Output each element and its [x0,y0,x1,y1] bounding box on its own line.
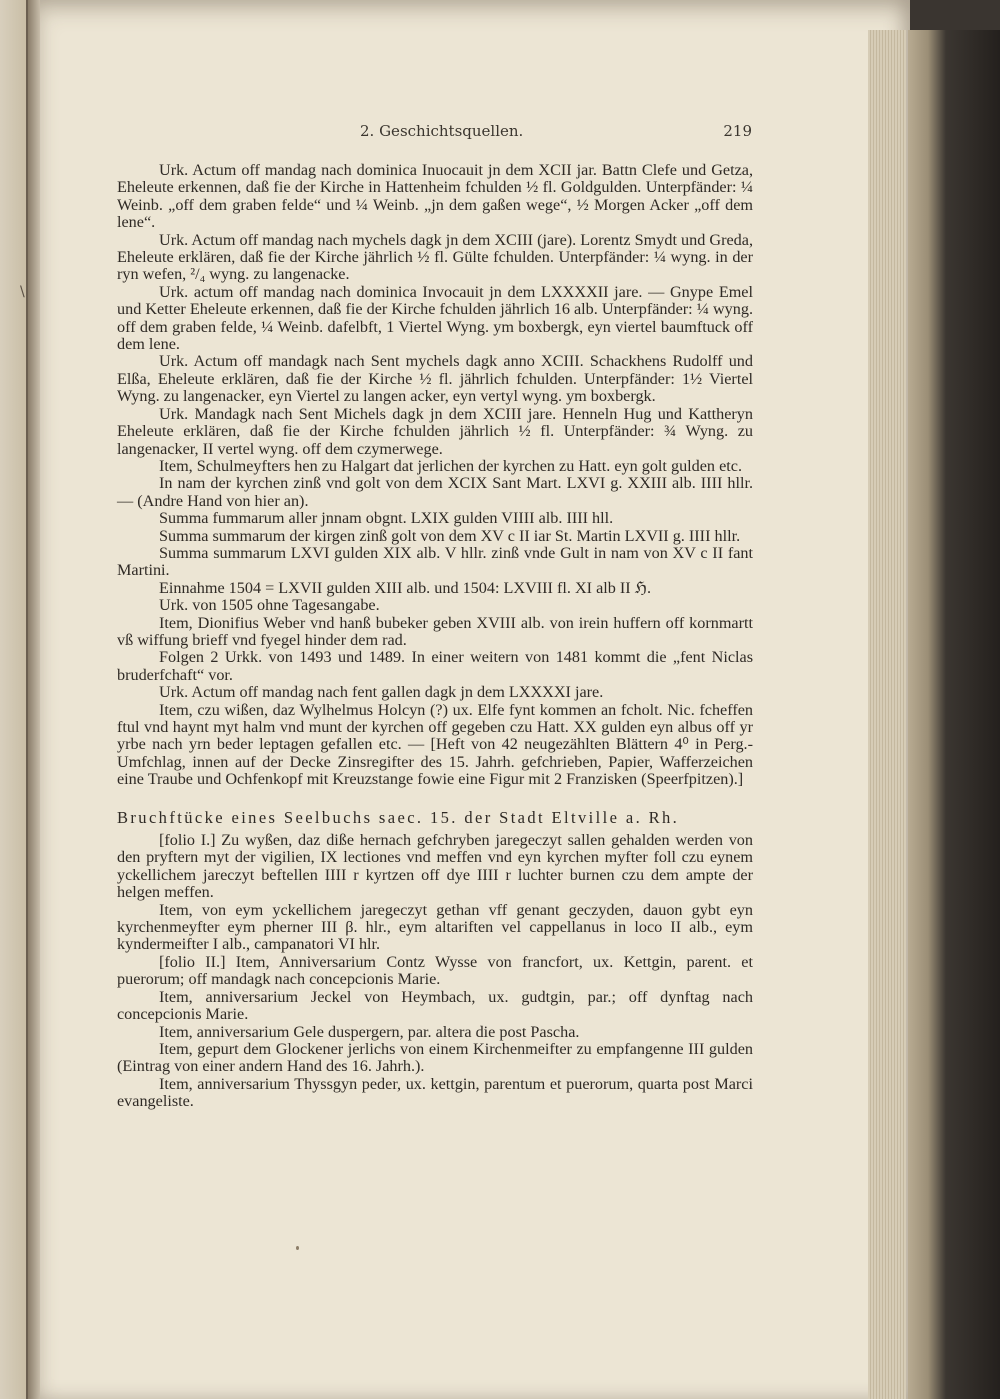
page-body [117,162,753,1111]
facing-page-edge [0,0,28,1399]
paragraph: Item, czu wißen, daz Wylhelmus Holcyn (?) ux. Elfe fynt kommen an fcholt. Nic. fcheffen ftul vnd haynt myt halm vnd munt der kyrchen off gegeben czu Hatt. XX gulden eyn albus off yr yrbe nach yrn beder leptagen gefallen etc. — [Heft von 42 neugezählten Blättern 4⁰ in Perg.-Umfchlag, innen auf der Decke Zinsregifter des 15. Jahrh. gefchrieben, Papier, Wafferzeichen eine Traube und Ochfenkopf mit Kreuzstange fowie eine Figur mit 2 Franzisken (Speerfpitzen).] [117,700,753,789]
paragraph: Summa summarum LXVI gulden XIX alb. V hllr. zinß vnde Gult in nam von XV c II fant Martini. [117,543,753,580]
ink-spot [296,1246,299,1250]
paragraph: Item, Schulmeyfters hen zu Halgart dat jerlichen der kyrchen zu Hatt. eyn golt gulden etc. [159,456,742,475]
paragraph: Item, anniversarium Gele duspergern, par. altera die post Pascha. [159,1022,580,1041]
paragraph: Folgen 2 Urkk. von 1493 und 1489. In einer weitern von 1481 kommt die „fent Niclas bruderfchaft“ vor. [117,648,753,684]
header-section-title: 2. Geschichtsquellen. [360,122,524,140]
running-header [360,122,752,140]
paragraph: Item, anniversarium Jeckel von Heymbach, ux. gudtgin, par.; off dynftag nach concepcionis Marie. [117,987,753,1024]
paragraph: In nam der kyrchen zinß vnd golt von dem XCIX Sant Mart. LXVI g. XXIII alb. IIII hllr. — (Andre Hand von hier an). [117,474,753,510]
margin-mark: \ [20,284,25,300]
paragraph: Item, von eym yckellichem jaregeczyt gethan vff genant geczyden, dauon gybt eyn kyrchenmeyfter eym pherner III β. hlr., eym altariften vel cappellanus in loco II alb., eym kyndermeifter I alb., campanatori VI hlr. [117,900,753,954]
book-cover-edge [908,30,1000,1399]
page-stack-edge [868,30,906,1399]
paragraph: Summa summarum der kirgen zinß golt von dem XV c II iar St. Martin LXVII g. IIII hllr. [159,526,741,545]
paragraph: Item, gepurt dem Glockener jerlichs von einem Kirchenmeifter zu empfangenne III gulden (Eintrag von einer andern Hand des 16. Jahrh.). [117,1039,753,1076]
paragraph: Urk. Actum off mandagk nach Sent mychels dagk anno XCIII. Schackhens Rudolff und Elßa, Eheleute erklären, daß fie der Kirche ½ fl. jährlich fchulden. Unterpfänder: 1½ Viertel Wyng. zu langenacker, eyn Viertel zu langen acker, eyn vertyl wyng. ym boxbergk. [117,352,753,406]
paragraph: Urk. actum off mandag nach dominica Invocauit jn dem LXXXXII jare. — Gnype Emel und Ketter Eheleute erkennen, daß fie der Kirche fchulden jährlich 16 alb. Unterpfänder: ¼ wyng. off dem graben felde, ¼ Weinb. dafelbft, 1 Viertel Wyng. ym boxbergk, eyn viertel baumftuck off dem lene. [117,282,753,354]
paragraph: Einnahme 1504 = LXVII gulden XIII alb. und 1504: LXVIII fl. XI alb II ℌ. [159,578,652,597]
paragraph: Urk. Actum off mandag nach mychels dagk jn dem XCIII (jare). Lorentz Smydt und Greda, Eheleute erklären, daß fie der Kirche jährlich ½ fl. Gülte fchulden. Unterpfänder: ¼ wyng. in der ryn wefen, ²/₄ wyng. zu langenacke. [117,230,753,284]
paragraph: Summa fummarum aller jnnam obgnt. LXIX gulden VIIII alb. IIII hll. [159,509,614,528]
paragraph: Urk. Actum off mandag nach dominica Inuocauit jn dem XCII jar. Battn Clefe und Getza, Eheleute erkennen, daß fie der Kirche in Hattenheim fchulden ½ fl. Goldgulden. Unterpfänder: ¼ Weinb. „off dem graben felde“ und ¼ Weinb. „jn dem gaßen wege“, ½ Morgen Acker „off dem lene“. [117,161,753,232]
paragraph: [folio I.] Zu wyßen, daz diße hernach gefchryben jaregeczyt sallen gehalden werden von den pryftern myt der vigilien, IX lectiones vnd meffen vnd eyn kyrchen myfter foll czu eynem yckellichem jareczyt beftellen IIII r kyrtzen off dye IIII r luchter burnen czu dem ampte der helgen meffen. [117,831,753,902]
paragraph: [folio II.] Item, Anniversarium Contz Wysse von francfort, ux. Kettgin, parent. et puerorum; off mandagk nach concepcionis Marie. [117,952,753,989]
paragraph: Item, Dionifius Weber vnd hanß bubeker geben XVIII alb. von irein huffern off kornmartt vß wiffung brieff vnd fyegel hinder dem rad. [117,613,753,649]
paragraph: Urk. Actum off mandag nach fent gallen dagk jn dem LXXXXI jare. [159,683,604,702]
section-heading: Bruchftücke eines Seelbuchs saec. 15. der Stadt Eltville a. Rh. [117,807,680,827]
paragraph: Urk. von 1505 ohne Tagesangabe. [159,596,380,615]
paragraph: Item, anniversarium Thyssgyn peder, ux. kettgin, parentum et puerorum, quarta post Marci evangeliste. [117,1074,753,1111]
paragraph: Urk. Mandagk nach Sent Michels dagk jn dem XCIII jare. Henneln Hug und Kattheryn Eheleute erklären, daß fie der Kirche fchulden jährlich ½ fl. Unterpfänder: ¾ Wyng. zu langenacker, II vertel wyng. off dem czymerwege. [117,404,753,458]
page-number: 219 [723,122,752,140]
